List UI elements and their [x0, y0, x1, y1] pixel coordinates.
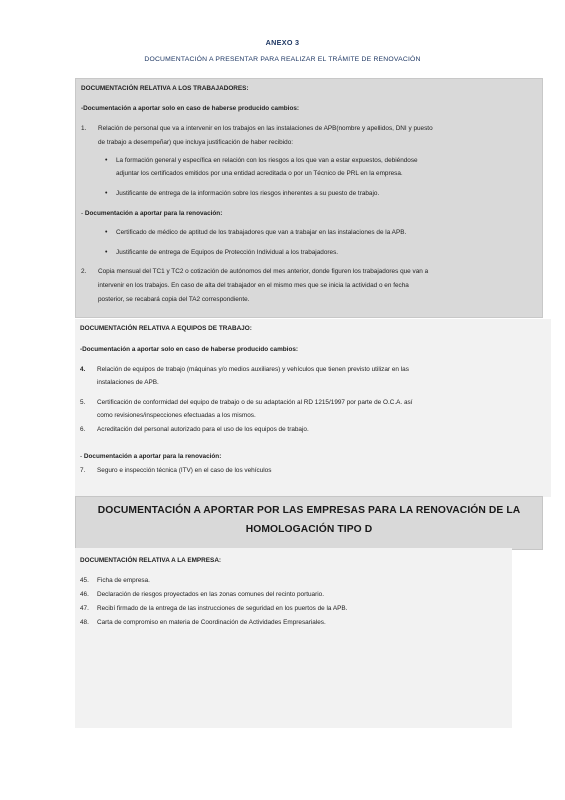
item-number: 48.	[80, 619, 89, 626]
workers-section	[75, 78, 543, 318]
banner-title-line: HOMOLOGACIÓN TIPO D	[245, 524, 373, 535]
list-item: Ficha de empresa.	[97, 577, 150, 584]
section-banner	[75, 496, 543, 550]
item-number: 45.	[80, 577, 89, 584]
bullet-item: Justificante de entrega de Equipos de Protección Individual a los trabajadores.	[116, 249, 339, 256]
banner-title-line: DOCUMENTACIÓN A APORTAR POR LAS EMPRESAS PARA LA RENOVACIÓN DE LA	[97, 505, 521, 516]
list-item-continuation: intervenir en los trabajos. En caso de alta del trabajador en el mismo mes que se inicia la actividad o en fecha	[98, 282, 409, 289]
item-number: 1.	[81, 125, 87, 132]
item-number: 47.	[80, 605, 89, 612]
item-number: 6.	[80, 426, 86, 433]
workers-changes-label: -Documentación a aportar solo en caso de haberse producido cambios:	[81, 105, 300, 112]
company-heading: DOCUMENTACIÓN RELATIVA A LA EMPRESA:	[80, 557, 222, 564]
list-item: Acreditación del personal autorizado para el uso de los equipos de trabajo.	[97, 426, 309, 433]
list-item-continuation: de trabajo a desempeñar) que incluya justificación de haber recibido:	[98, 139, 294, 146]
renewal-label: - Documentación a aportar para la renovación:	[80, 453, 222, 460]
bullet-icon: •	[105, 190, 108, 197]
bullet-item: La formación general y específica en relación con los riesgos a los que van a estar expuestos, debiéndose	[116, 157, 418, 164]
list-item-continuation: como revisiones/inspecciones efectuadas a los mismos.	[97, 412, 256, 419]
company-section	[75, 548, 512, 728]
list-item: Declaración de riesgos proyectados en las zonas comunes del recinto portuario.	[97, 591, 324, 598]
bullet-item: Certificado de médico de aptitud de los trabajadores que van a trabajar en las instalaciones de la APB.	[116, 229, 407, 236]
equipment-heading: DOCUMENTACIÓN RELATIVA A EQUIPOS DE TRABAJO:	[80, 325, 252, 332]
list-item: Recibí firmado de la entrega de las instrucciones de seguridad en los puertos de la APB.	[97, 605, 348, 612]
equipment-changes-label: -Documentación a aportar solo en caso de haberse producido cambios:	[80, 346, 299, 353]
item-number: 4.	[80, 366, 86, 373]
list-item-continuation: instalaciones de APB.	[97, 379, 159, 386]
list-item: Relación de equipos de trabajo (máquinas y/o medios auxiliares) y vehículos que tienen previsto utilizar en las	[97, 366, 409, 373]
bullet-item: Justificante de entrega de la información sobre los riesgos inherentes a su puesto de trabajo.	[116, 190, 380, 197]
item-number: 5.	[80, 399, 86, 406]
list-item: Copia mensual del TC1 y TC2 o cotización de autónomos del mes anterior, donde figuren los trabajadores que van a	[98, 268, 429, 275]
document-subtitle: DOCUMENTACIÓN A PRESENTAR PARA REALIZAR EL TRÁMITE DE RENOVACIÓN	[144, 56, 421, 63]
list-item: Carta de compromiso en materia de Coordinación de Actividades Empresariales.	[97, 619, 326, 626]
list-item: Seguro e inspección técnica (ITV) en el caso de los vehículos	[97, 467, 272, 474]
bullet-item-continuation: adjuntar los certificados emitidos por una entidad acreditada o por un Técnico de PRL en la empresa.	[116, 170, 403, 177]
list-item: Relación de personal que va a intervenir en los trabajos en las instalaciones de APB(nombre y apellidos, DNI y puesto	[98, 125, 433, 132]
list-item: Certificación de conformidad del equipo de trabajo o de su adaptación al RD 1215/1997 por parte de O.C.A. así	[97, 399, 413, 406]
bullet-icon: •	[105, 249, 108, 256]
item-number: 2.	[81, 268, 87, 275]
annex-title: ANEXO 3	[265, 38, 300, 47]
bullet-icon: •	[105, 229, 108, 236]
bullet-icon: •	[105, 157, 108, 164]
workers-heading: DOCUMENTACIÓN RELATIVA A LOS TRABAJADORES:	[81, 85, 249, 92]
equipment-section	[75, 319, 551, 497]
item-number: 46.	[80, 591, 89, 598]
renewal-label: - Documentación a aportar para la renovación:	[81, 210, 223, 217]
item-number: 7.	[80, 467, 86, 474]
list-item-continuation: posterior, se recabará copia del TA2 correspondiente.	[98, 296, 250, 303]
